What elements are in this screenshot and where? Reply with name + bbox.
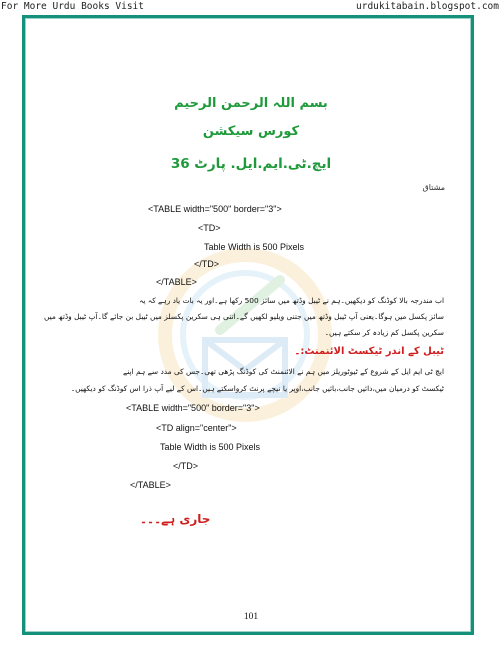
paragraph-line: اب مندرجہ بالا کوڈنگ کو دیکھیں۔ہم نے ٹیبل وڈتھ میں سائز 500 رکھا ہے۔اور یہ بات یاد رہے کہ یہ [139,296,444,305]
section-heading: ٹیبل کے اندر ٹیکسٹ الائنمنٹ:۔ [294,346,444,357]
paragraph-line: سکرین پکسل کم زیادہ کر سکتے ہیں۔ [324,328,444,337]
author-signature: مشتاق [422,183,445,192]
code-line: </TD> [194,259,220,269]
paragraph-line: ٹیکسٹ کو درمیان میں،دائیں جانب،بائیں جانب،اوپر یا نیچے پرنٹ کرواسکتے ہیں۔اس کے لیے آپ ذرا اس کوڈنگ کو دیکھیں۔ [70,384,444,393]
continued-label: جاری ہے۔۔۔ [140,512,211,526]
bismillah-heading: بسم اللہ الرحمن الرحیم [174,96,328,111]
part-title: ایچ.ٹی.ایم.ایل. پارٹ 36 [170,156,332,172]
paragraph-line: سائز پکسل میں ہوگا۔یعنی آپ ٹیبل وڈتھ میں جتنی ویلیو لکھیں گے۔اتنی ہی سکرین پکسلز میں ٹیبل بن جائے گا۔آپ ٹیبل وڈتھ میں [43,312,444,321]
header-right-url: urdukitabain.blogspot.com [356,1,499,12]
code-line: <TABLE width="500" border="3"> [126,403,260,413]
code-line: <TABLE width="500" border="3"> [148,204,282,214]
code-line: </TD> [173,461,199,471]
page-number: 101 [243,612,259,622]
paragraph-line: ایچ ٹی ایم ایل کے شروع کے ٹیوٹوریلز میں ہم نے الائنمنٹ کی کوڈنگ پڑھی تھی۔جس کی مدد سے ہم اپنے [122,367,444,376]
code-line: <TD> [198,223,221,233]
code-line: <TD align="center"> [156,423,237,433]
code-line: Table Width is 500 Pixels [160,442,261,452]
code-line: </TABLE> [156,277,197,287]
code-line: </TABLE> [130,480,171,490]
watermark-logo-icon [150,240,340,430]
course-section-title: کورس سیکشن [202,124,300,139]
code-line: Table Width is 500 Pixels [204,242,305,252]
header-left-text: For More Urdu Books Visit [1,1,144,12]
